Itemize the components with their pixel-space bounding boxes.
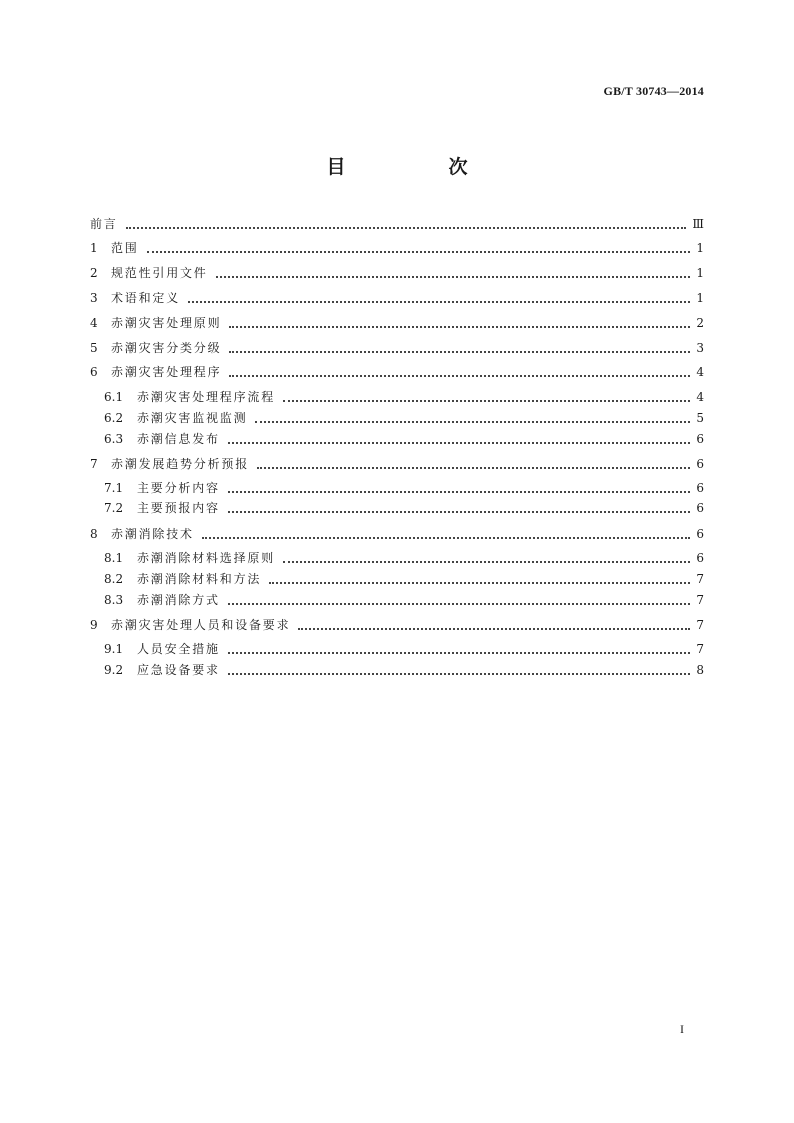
toc-entry[interactable] bbox=[90, 617, 704, 633]
toc-entry-number: 7 bbox=[90, 457, 98, 471]
toc-entry[interactable] bbox=[90, 571, 704, 587]
toc-dot-leader bbox=[228, 442, 690, 444]
toc-entry-page: Ⅲ bbox=[692, 217, 704, 231]
toc-entry[interactable] bbox=[90, 216, 704, 232]
toc-entry-number: 5 bbox=[90, 341, 98, 355]
toc-entry[interactable] bbox=[90, 315, 704, 331]
toc-entry[interactable] bbox=[90, 526, 704, 542]
toc-entry-number: 4 bbox=[90, 316, 98, 330]
toc-entry[interactable] bbox=[90, 290, 704, 306]
toc-entry-page: 7 bbox=[696, 618, 704, 632]
toc-entry-number: 9 bbox=[90, 618, 98, 632]
toc-dot-leader bbox=[283, 561, 690, 563]
toc-entry-page: 2 bbox=[696, 316, 704, 330]
toc-entry-label: 赤潮灾害处理程序 bbox=[111, 365, 222, 379]
toc-dot-leader bbox=[228, 673, 690, 675]
toc-dot-leader bbox=[147, 251, 690, 253]
toc-entry-page: 7 bbox=[696, 572, 704, 586]
toc-dot-leader bbox=[255, 421, 690, 423]
toc-entry-number: 8.3 bbox=[104, 593, 124, 607]
toc-entry-label: 赤潮灾害处理人员和设备要求 bbox=[111, 618, 291, 632]
toc-entry-page: 6 bbox=[696, 457, 704, 471]
toc-dot-leader bbox=[229, 375, 690, 377]
toc-entry[interactable] bbox=[90, 389, 704, 405]
toc-entry-page: 5 bbox=[696, 411, 704, 425]
toc-dot-leader bbox=[228, 491, 690, 493]
toc-entry-label: 主要分析内容 bbox=[137, 481, 220, 495]
toc-entry[interactable] bbox=[90, 592, 704, 608]
toc-entry-label: 人员安全措施 bbox=[137, 642, 220, 656]
toc-entry-label: 赤潮灾害分类分级 bbox=[111, 341, 222, 355]
toc-dot-leader bbox=[228, 603, 690, 605]
toc-dot-leader bbox=[216, 276, 690, 278]
toc-entry-label: 赤潮灾害处理程序流程 bbox=[137, 390, 276, 404]
toc-entry-number: 1 bbox=[90, 241, 98, 255]
page-title: 目 次 bbox=[326, 156, 510, 178]
toc-entry-label: 赤潮消除方式 bbox=[137, 593, 220, 607]
toc-entry-page: 6 bbox=[696, 551, 704, 565]
toc-entry-number: 8.2 bbox=[104, 572, 124, 586]
toc-entry-label: 术语和定义 bbox=[111, 291, 181, 305]
toc-entry[interactable] bbox=[90, 240, 704, 256]
standard-code: GB/T 30743—2014 bbox=[603, 84, 704, 98]
toc-entry-number: 9.2 bbox=[104, 663, 124, 677]
toc-entry-number: 2 bbox=[90, 266, 98, 280]
toc-entry-label: 规范性引用文件 bbox=[111, 266, 208, 280]
toc-entry-label: 应急设备要求 bbox=[137, 663, 220, 677]
toc-dot-leader bbox=[269, 582, 690, 584]
toc-entry[interactable] bbox=[90, 662, 704, 678]
toc-dot-leader bbox=[202, 537, 690, 539]
toc-entry-page: 1 bbox=[696, 266, 704, 280]
toc-entry[interactable] bbox=[90, 410, 704, 426]
toc-entry-number: 6.1 bbox=[104, 390, 124, 404]
toc-entry-label: 赤潮灾害处理原则 bbox=[111, 316, 222, 330]
toc-entry[interactable] bbox=[90, 456, 704, 472]
toc-entry-page: 3 bbox=[696, 341, 704, 355]
toc-entry[interactable] bbox=[90, 500, 704, 516]
toc-entry[interactable] bbox=[90, 340, 704, 356]
toc-entry-page: 1 bbox=[696, 291, 704, 305]
toc-entry-page: 7 bbox=[696, 642, 704, 656]
toc-entry-page: 4 bbox=[696, 365, 704, 379]
toc-entry-page: 6 bbox=[696, 501, 704, 515]
toc-entry-label: 主要预报内容 bbox=[137, 501, 220, 515]
toc-dot-leader bbox=[283, 400, 690, 402]
toc-entry-number: 7.1 bbox=[104, 481, 124, 495]
toc-dot-leader bbox=[126, 227, 687, 229]
toc-entry-number: 6.3 bbox=[104, 432, 124, 446]
toc-entry-number: 9.1 bbox=[104, 642, 124, 656]
toc-entry-label: 赤潮灾害监视监测 bbox=[137, 411, 248, 425]
toc-entry-number: 7.2 bbox=[104, 501, 124, 515]
toc-entry-label: 赤潮消除材料选择原则 bbox=[137, 551, 276, 565]
toc-entry-label: 前言 bbox=[90, 217, 118, 231]
toc-entry-number: 8.1 bbox=[104, 551, 124, 565]
toc-entry-page: 6 bbox=[696, 527, 704, 541]
toc-entry[interactable] bbox=[90, 480, 704, 496]
footer-page-number: I bbox=[680, 1022, 684, 1036]
toc-entry-label: 赤潮消除技术 bbox=[111, 527, 194, 541]
toc-entry-number: 6 bbox=[90, 365, 98, 379]
toc-entry-label: 范围 bbox=[111, 241, 139, 255]
toc-entry[interactable] bbox=[90, 364, 704, 380]
toc-entry[interactable] bbox=[90, 265, 704, 281]
toc-entry[interactable] bbox=[90, 550, 704, 566]
toc-entry-page: 7 bbox=[696, 593, 704, 607]
toc-entry-page: 4 bbox=[696, 390, 704, 404]
toc-dot-leader bbox=[229, 351, 690, 353]
toc-dot-leader bbox=[228, 511, 690, 513]
toc-entry[interactable] bbox=[90, 431, 704, 447]
toc-entry[interactable] bbox=[90, 641, 704, 657]
toc-entry-page: 6 bbox=[696, 432, 704, 446]
toc-entry-page: 6 bbox=[696, 481, 704, 495]
toc-dot-leader bbox=[298, 628, 690, 630]
toc-entry-page: 8 bbox=[696, 663, 704, 677]
toc-entry-page: 1 bbox=[696, 241, 704, 255]
toc-dot-leader bbox=[229, 326, 690, 328]
toc-entry-number: 6.2 bbox=[104, 411, 124, 425]
toc-entry-label: 赤潮消除材料和方法 bbox=[137, 572, 262, 586]
toc-entry-label: 赤潮信息发布 bbox=[137, 432, 220, 446]
toc-entry-number: 8 bbox=[90, 527, 98, 541]
toc-dot-leader bbox=[257, 467, 690, 469]
toc-dot-leader bbox=[228, 652, 690, 654]
toc-entry-label: 赤潮发展趋势分析预报 bbox=[111, 457, 250, 471]
toc-dot-leader bbox=[188, 301, 690, 303]
toc-entry-number: 3 bbox=[90, 291, 98, 305]
